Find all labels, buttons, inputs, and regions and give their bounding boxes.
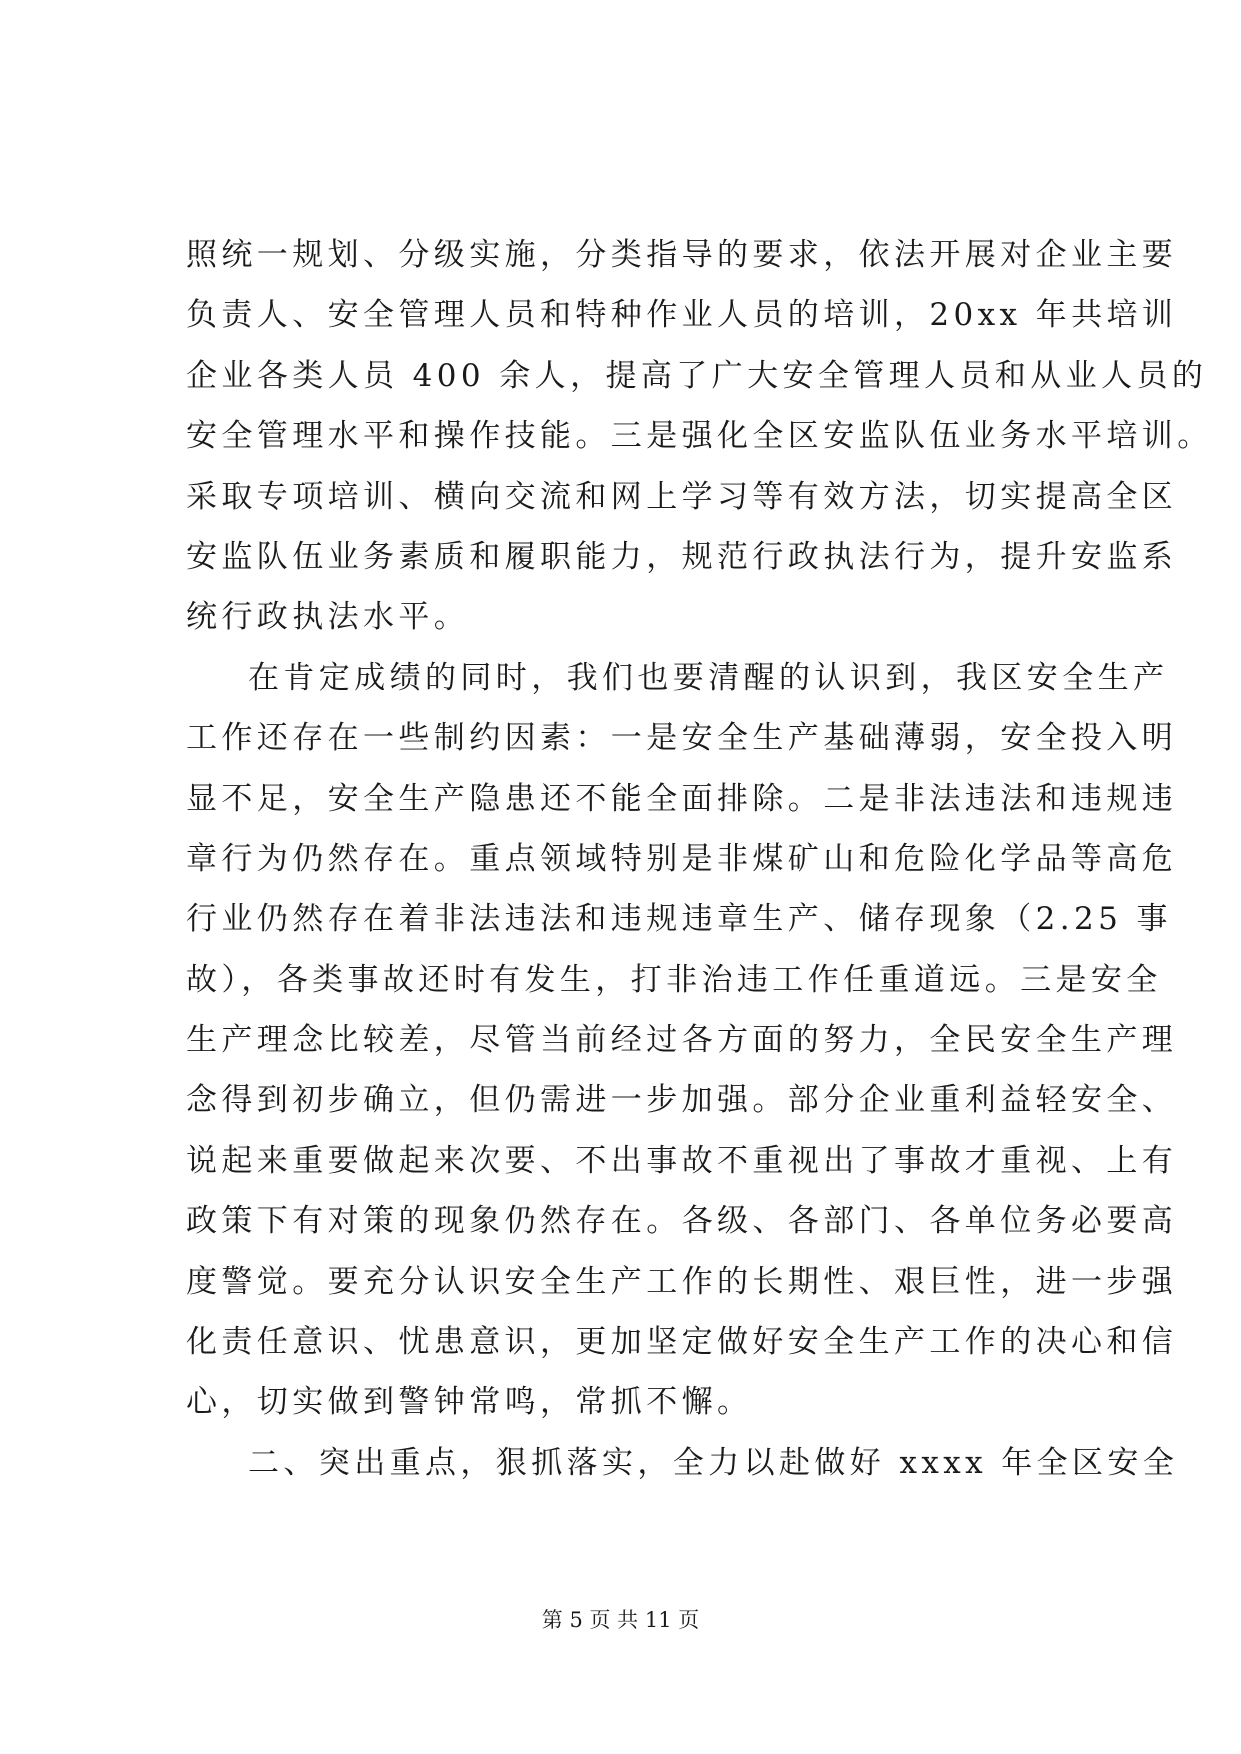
paragraph-1-line-3: 企业各类人员 400 余人，提高了广大安全管理人员和从业人员的 [186,357,1208,394]
paragraph-2-line-5: 行业仍然存在着非法违法和违规违章生产、储存现象（2.25 事 [186,901,1172,938]
paragraph-2-line-9: 说起来重要做起来次要、不出事故不重视出了事故才重视、上有 [186,1142,1178,1179]
paragraph-2-line-11: 度警觉。要充分认识安全生产工作的长期性、艰巨性，进一步强 [186,1263,1178,1300]
paragraph-1-line-1: 照统一规划、分级实施，分类指导的要求，依法开展对企业主要 [186,237,1178,273]
paragraph-1-line-5: 采取专项培训、横向交流和网上学习等有效方法，切实提高全区 [186,478,1178,515]
paragraph-2-line-13: 心，切实做到警钟常鸣，常抓不懈。 [186,1384,753,1421]
paragraph-2-line-4: 章行为仍然存在。重点领域特别是非煤矿山和危险化学品等高危 [186,840,1178,877]
paragraph-1-line-2: 负责人、安全管理人员和特种作业人员的培训，20xx 年共培训 [186,297,1178,334]
paragraph-2-line-2: 工作还存在一些制约因素：一是安全生产基础薄弱，安全投入明 [186,720,1178,757]
paragraph-2-line-10: 政策下有对策的现象仍然存在。各级、各部门、各单位务必要高 [186,1203,1178,1240]
paragraph-2-line-3: 显不足，安全生产隐患还不能全面排除。二是非法违法和违规违 [186,780,1178,817]
document-body [186,225,1213,1493]
paragraph-2-line-1: 在肯定成绩的同时，我们也要清醒的认识到，我区安全生产 [248,659,1169,696]
page-number-footer: 第 5 页 共 11 页 [541,1608,700,1632]
paragraph-1-line-7: 统行政执法水平。 [186,599,470,636]
paragraph-2-line-7: 生产理念比较差，尽管当前经过各方面的努力，全民安全生产理 [186,1022,1178,1059]
paragraph-2-line-8: 念得到初步确立，但仍需进一步加强。部分企业重利益轻安全、 [186,1082,1178,1119]
paragraph-1-line-4: 安全管理水平和操作技能。三是强化全区安监队伍业务水平培训。 [186,418,1213,455]
paragraph-1-line-6: 安监队伍业务素质和履职能力，规范行政执法行为，提升安监系 [186,538,1178,575]
paragraph-2-line-6: 故），各类事故还时有发生，打非治违工作任重道远。三是安全 [186,961,1162,998]
paragraph-3-line-1: 二、突出重点，狠抓落实，全力以赴做好 xxxx 年全区安全 [248,1444,1179,1481]
paragraph-2-line-12: 化责任意识、忧患意识，更加坚定做好安全生产工作的决心和信 [186,1324,1178,1361]
